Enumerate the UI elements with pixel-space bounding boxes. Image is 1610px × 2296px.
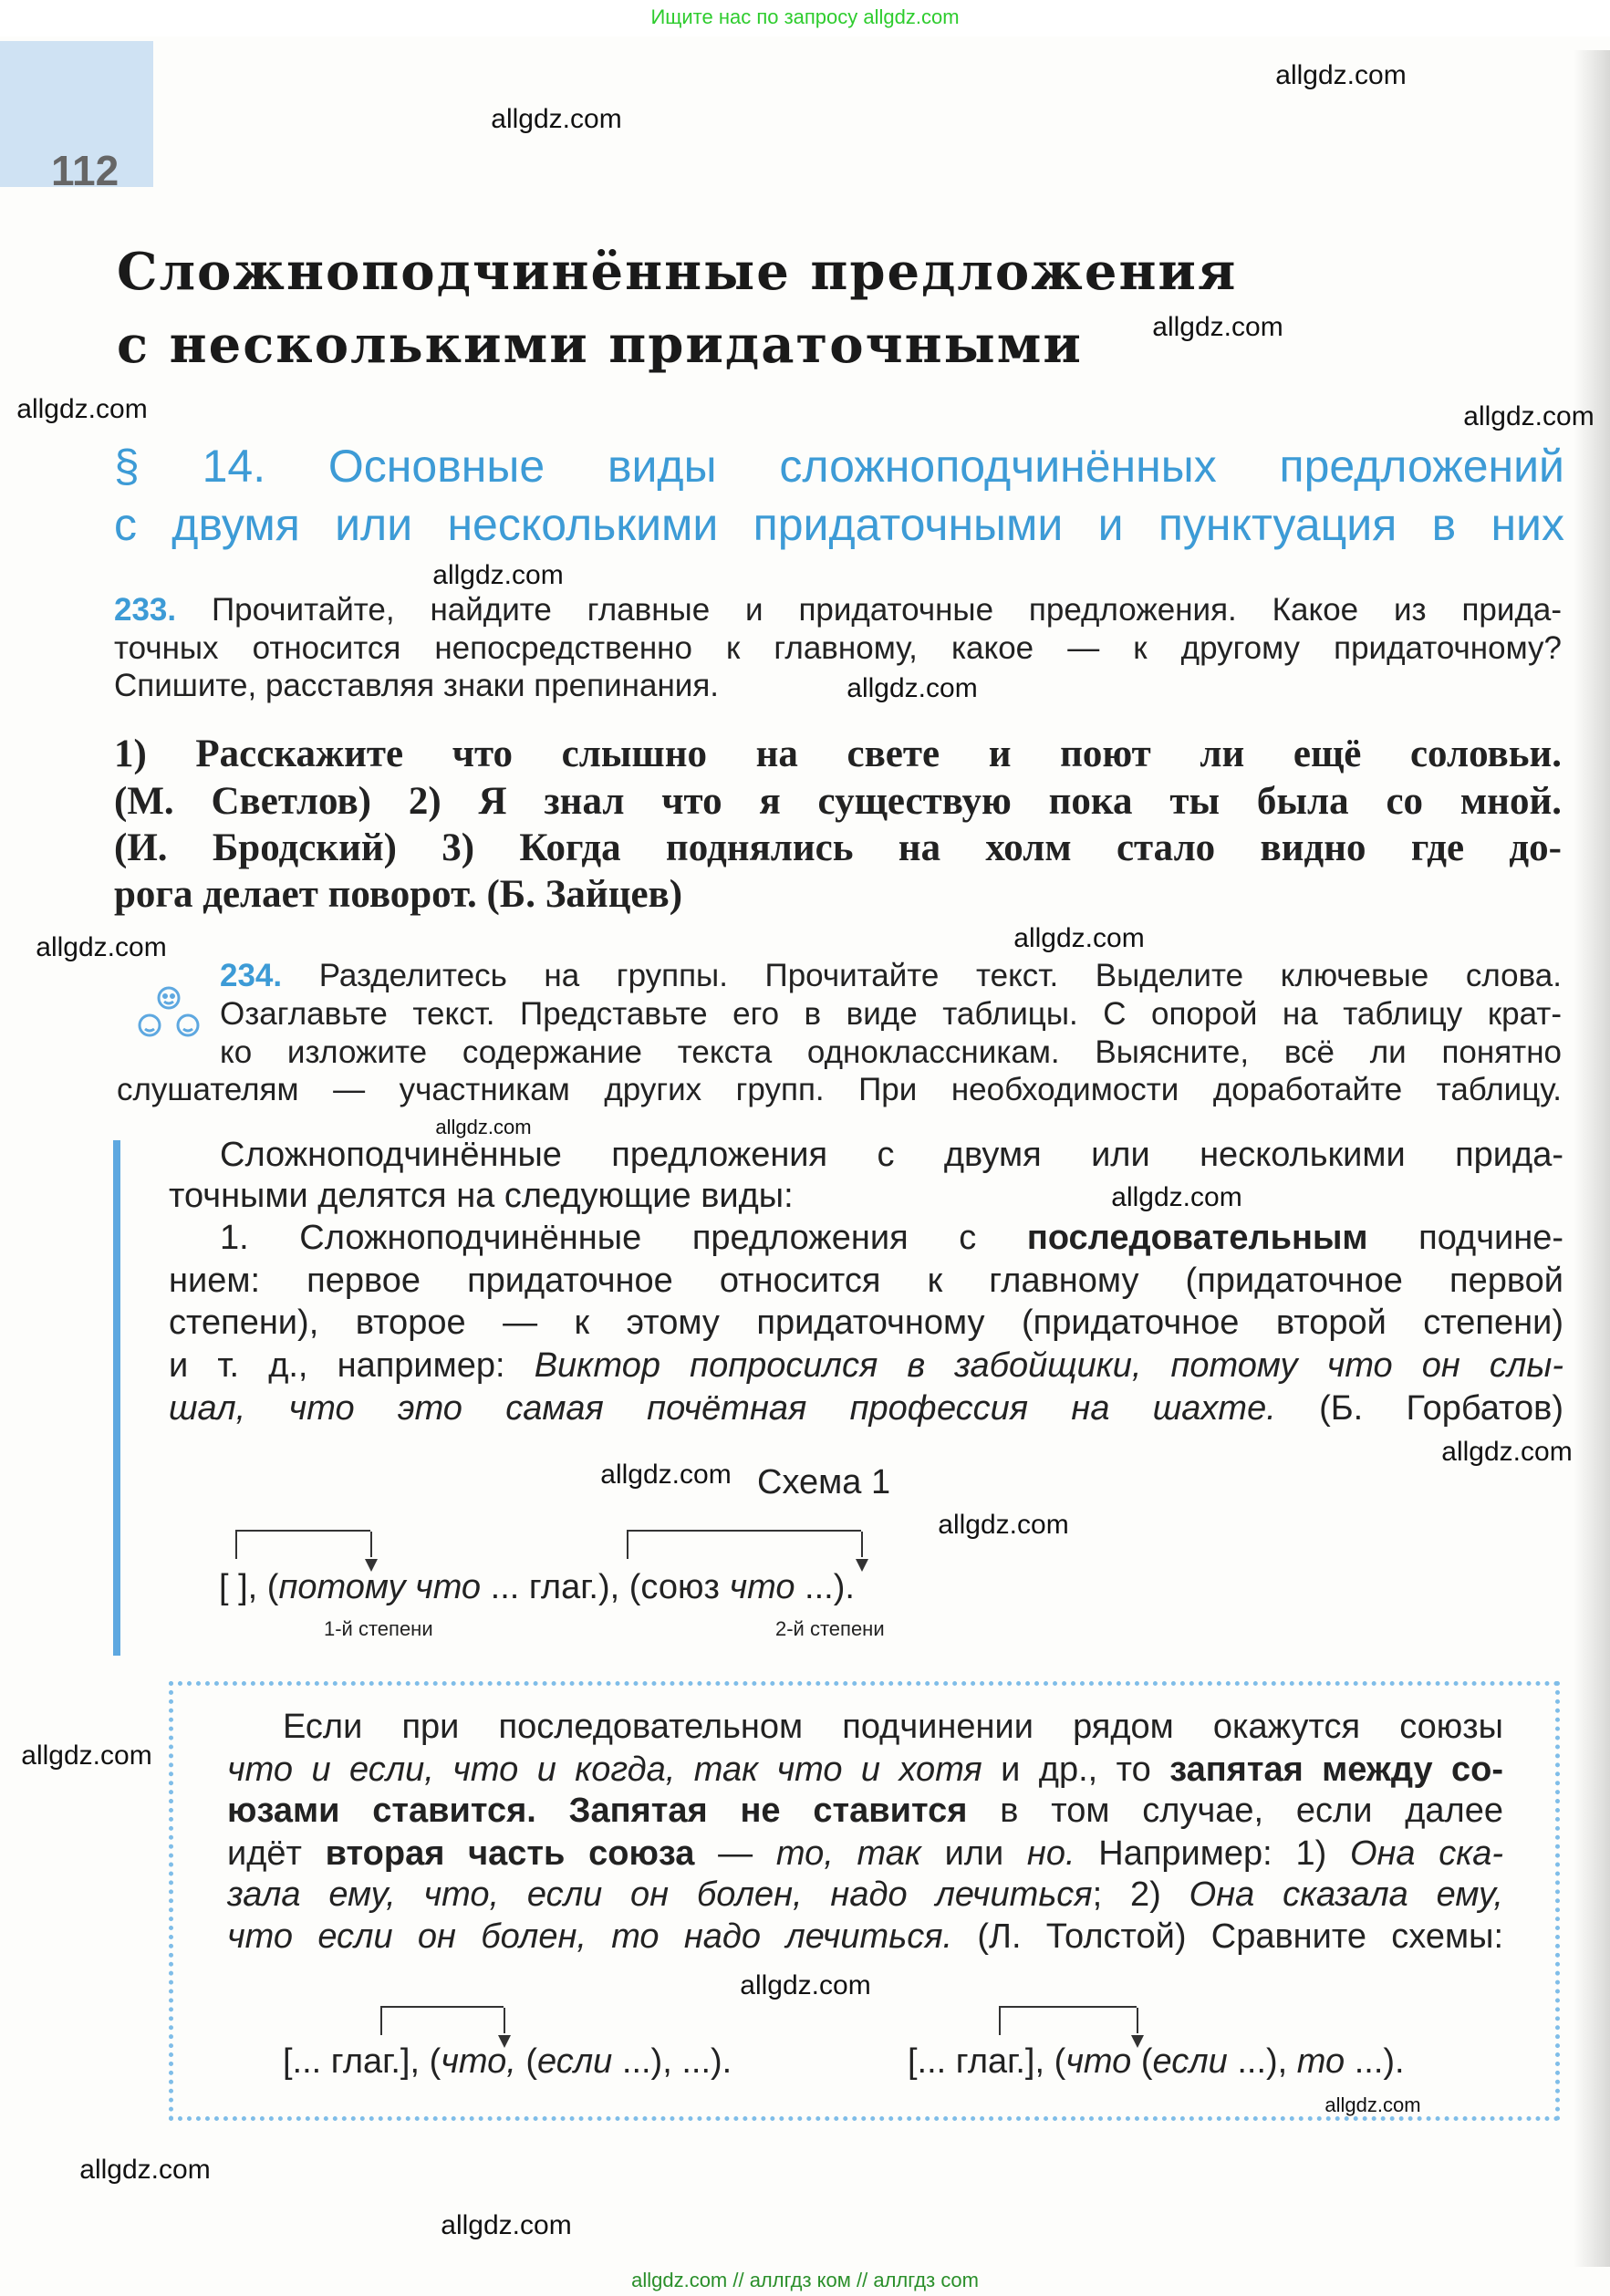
- scheme-1-label-first-degree: 1-й степени: [324, 1617, 433, 1640]
- text-segment: (М. Светлов) 2) Я знал что я существую пока ты была со мной.: [114, 780, 1562, 823]
- scheme-a-formula: [283, 2043, 732, 2082]
- text-segment: Сложноподчинённые предложения с двумя или несколькими прида-: [220, 1136, 1563, 1174]
- text-line: [169, 1347, 1563, 1386]
- text-line: [114, 669, 1562, 704]
- text-line: [220, 959, 1562, 994]
- watermark-link[interactable]: allgdz.com: [1463, 401, 1594, 431]
- text-segment: Она сказала ему,: [1189, 1875, 1503, 1914]
- text-segment: Например: 1): [1075, 1834, 1350, 1873]
- text-line: [220, 1035, 1562, 1071]
- text-segment: если: [1152, 2042, 1228, 2081]
- text-line: [114, 631, 1562, 667]
- text-segment: степени), второе — к этому придаточному (придаточное второй степени): [169, 1304, 1563, 1342]
- watermark-link[interactable]: allgdz.com: [21, 1740, 152, 1771]
- text-segment: ...), ...).: [612, 2042, 732, 2081]
- text-segment: если: [537, 2042, 613, 2081]
- text-line: [117, 1073, 1562, 1108]
- text-segment: —: [694, 1834, 776, 1873]
- scheme-1-arrow-2: [627, 1530, 861, 1559]
- text-segment: ...).: [1345, 2042, 1405, 2081]
- section-title-line-2: с двумя или несколькими придаточными и пунктуация в них: [114, 499, 1564, 550]
- text-line: [114, 593, 1562, 629]
- text-segment: потому что: [278, 1568, 482, 1606]
- text-segment: что: [729, 1568, 795, 1606]
- text-segment: идёт: [227, 1834, 326, 1873]
- watermark-link[interactable]: allgdz.com: [847, 673, 978, 703]
- text-segment: рога делает поворот. (Б. Зайцев): [114, 873, 683, 916]
- text-segment: и др., то: [982, 1751, 1170, 1789]
- text-segment: что: [1065, 2042, 1132, 2081]
- text-line: [114, 873, 1562, 916]
- watermark-link[interactable]: allgdz.com: [1111, 1182, 1242, 1212]
- watermark-link[interactable]: allgdz.com: [491, 104, 622, 134]
- text-segment: вторая часть союза: [325, 1834, 695, 1873]
- text-line: [169, 1304, 1563, 1343]
- text-segment: в том случае, если далее: [967, 1792, 1503, 1830]
- text-segment: Если при последовательном подчинении рядом окажутся союзы: [283, 1708, 1503, 1746]
- watermark-link[interactable]: allgdz.com: [432, 560, 564, 590]
- top-ad-text[interactable]: Ищите нас по запросу allgdz.com: [650, 5, 960, 28]
- text-line: [114, 826, 1562, 869]
- watermark-link[interactable]: allgdz.com: [600, 1460, 732, 1490]
- footer-links[interactable]: allgdz.com // аллгдз ком // аллгдз com: [631, 2269, 979, 2291]
- text-segment: Прочитайте, найдите главные и придаточные предложения. Какое из прида-: [176, 592, 1562, 628]
- watermark-link[interactable]: allgdz.com: [441, 2210, 572, 2240]
- watermark-link[interactable]: allgdz.com: [740, 1970, 871, 2000]
- text-line: [220, 1137, 1563, 1175]
- text-segment: 1) Расскажите что слышно на свете и поют ли ещё соловьи.: [114, 732, 1562, 775]
- text-segment: точными делятся на следующие виды:: [169, 1177, 794, 1215]
- text-segment: [ ], (: [219, 1568, 279, 1606]
- section-title-line-1: § 14. Основные виды сложноподчинённых предложений: [114, 441, 1564, 492]
- scheme-b-arrow: [999, 2006, 1137, 2035]
- text-segment: точных относится непосредственно к главному, какое — к другому придаточному?: [114, 630, 1562, 666]
- text-segment: Виктор попросился в забойщики, потому что он слы-: [534, 1346, 1563, 1385]
- text-segment: то: [1296, 2042, 1345, 2081]
- text-segment: последовательным: [1026, 1219, 1368, 1257]
- text-segment: Разделитесь на группы. Прочитайте текст. Выделите ключевые слова.: [282, 958, 1562, 993]
- watermark-link[interactable]: allgdz.com: [1152, 312, 1283, 342]
- text-line: [169, 1178, 1563, 1216]
- watermark-link[interactable]: allgdz.com: [435, 1116, 532, 1138]
- watermark-link[interactable]: allgdz.com: [36, 932, 167, 962]
- rule-sidebar-bar: [113, 1140, 120, 1656]
- text-segment: Спишите, расставляя знаки препинания.: [114, 668, 720, 703]
- text-line: [220, 1220, 1563, 1258]
- watermark-link[interactable]: allgdz.com: [79, 2155, 211, 2185]
- text-segment: (: [515, 2042, 538, 2081]
- page-edge-shadow: [1574, 50, 1610, 2267]
- text-segment: что,: [441, 2042, 516, 2081]
- text-segment: [... глаг.], (: [283, 2042, 441, 2081]
- text-segment: ...).: [795, 1568, 855, 1606]
- scheme-1-arrow-1: [235, 1530, 370, 1559]
- text-line: [114, 732, 1562, 775]
- watermark-link[interactable]: allgdz.com: [938, 1510, 1069, 1540]
- scheme-1-formula: [219, 1569, 855, 1607]
- text-segment: ; 2): [1092, 1875, 1189, 1914]
- text-segment: запятая между со-: [1169, 1751, 1503, 1789]
- text-segment: Озаглавьте текст. Представьте его в виде таблицы. С опорой на таблицу крат-: [220, 996, 1562, 1032]
- watermark-link[interactable]: allgdz.com: [1324, 2093, 1421, 2116]
- group-work-icon: [137, 985, 201, 1049]
- text-segment: (Л. Толстой) Сравните схемы:: [952, 1917, 1503, 1956]
- text-segment: 234.: [220, 958, 283, 993]
- text-segment: (Б. Горбатов): [1275, 1389, 1563, 1428]
- text-segment: ... глаг.), (союз: [481, 1568, 730, 1606]
- scheme-1-title: Схема 1: [757, 1463, 891, 1501]
- scheme-b-formula: [908, 2043, 1405, 2082]
- text-segment: зала ему, что, если он болен, надо лечиться: [227, 1875, 1093, 1914]
- text-segment: (: [1131, 2042, 1153, 2081]
- page-number: 112: [51, 147, 119, 194]
- watermark-link[interactable]: allgdz.com: [16, 394, 148, 424]
- scheme-a-arrow: [380, 2006, 504, 2035]
- text-segment: ко изложите содержание текста одноклассникам. Выясните, всё ли понятно: [220, 1034, 1562, 1070]
- text-segment: что если он болен, то надо лечиться.: [227, 1917, 953, 1956]
- text-segment: но.: [1026, 1834, 1075, 1873]
- text-segment: ...),: [1227, 2042, 1297, 2081]
- text-segment: 1. Сложноподчинённые предложения с: [220, 1219, 1027, 1257]
- text-line: [220, 997, 1562, 1033]
- text-segment: 233.: [114, 592, 177, 628]
- text-line: [169, 1262, 1563, 1301]
- watermark-link[interactable]: allgdz.com: [1013, 923, 1145, 953]
- text-segment: и т. д., например:: [169, 1346, 535, 1385]
- text-segment: (И. Бродский) 3) Когда поднялись на холм стало видно где до-: [114, 826, 1562, 869]
- watermark-link[interactable]: allgdz.com: [1441, 1437, 1573, 1467]
- text-segment: Она ска-: [1349, 1834, 1504, 1873]
- text-segment: подчине-: [1367, 1219, 1564, 1257]
- chapter-title-line-1: Сложноподчинённые предложения: [117, 242, 1238, 302]
- text-segment: то, так: [775, 1834, 921, 1873]
- text-segment: шал, что это самая почётная профессия на шахте.: [169, 1389, 1276, 1428]
- text-line: [114, 780, 1562, 823]
- text-segment: слушателям — участникам других групп. При необходимости доработайте таблицу.: [117, 1072, 1562, 1107]
- text-segment: [... глаг.], (: [908, 2042, 1066, 2081]
- text-segment: юзами ставится. Запятая не ставится: [227, 1792, 968, 1830]
- text-segment: или: [920, 1834, 1027, 1873]
- watermark-link[interactable]: allgdz.com: [1275, 60, 1407, 90]
- text-segment: нием: первое придаточное относится к главному (придаточное первой: [169, 1262, 1563, 1300]
- scheme-1-label-second-degree: 2-й степени: [775, 1617, 885, 1640]
- text-segment: что и если, что и когда, так что и хотя: [227, 1751, 982, 1789]
- chapter-title-line-2: с несколькими придаточными: [117, 315, 1083, 375]
- text-line: [169, 1390, 1563, 1429]
